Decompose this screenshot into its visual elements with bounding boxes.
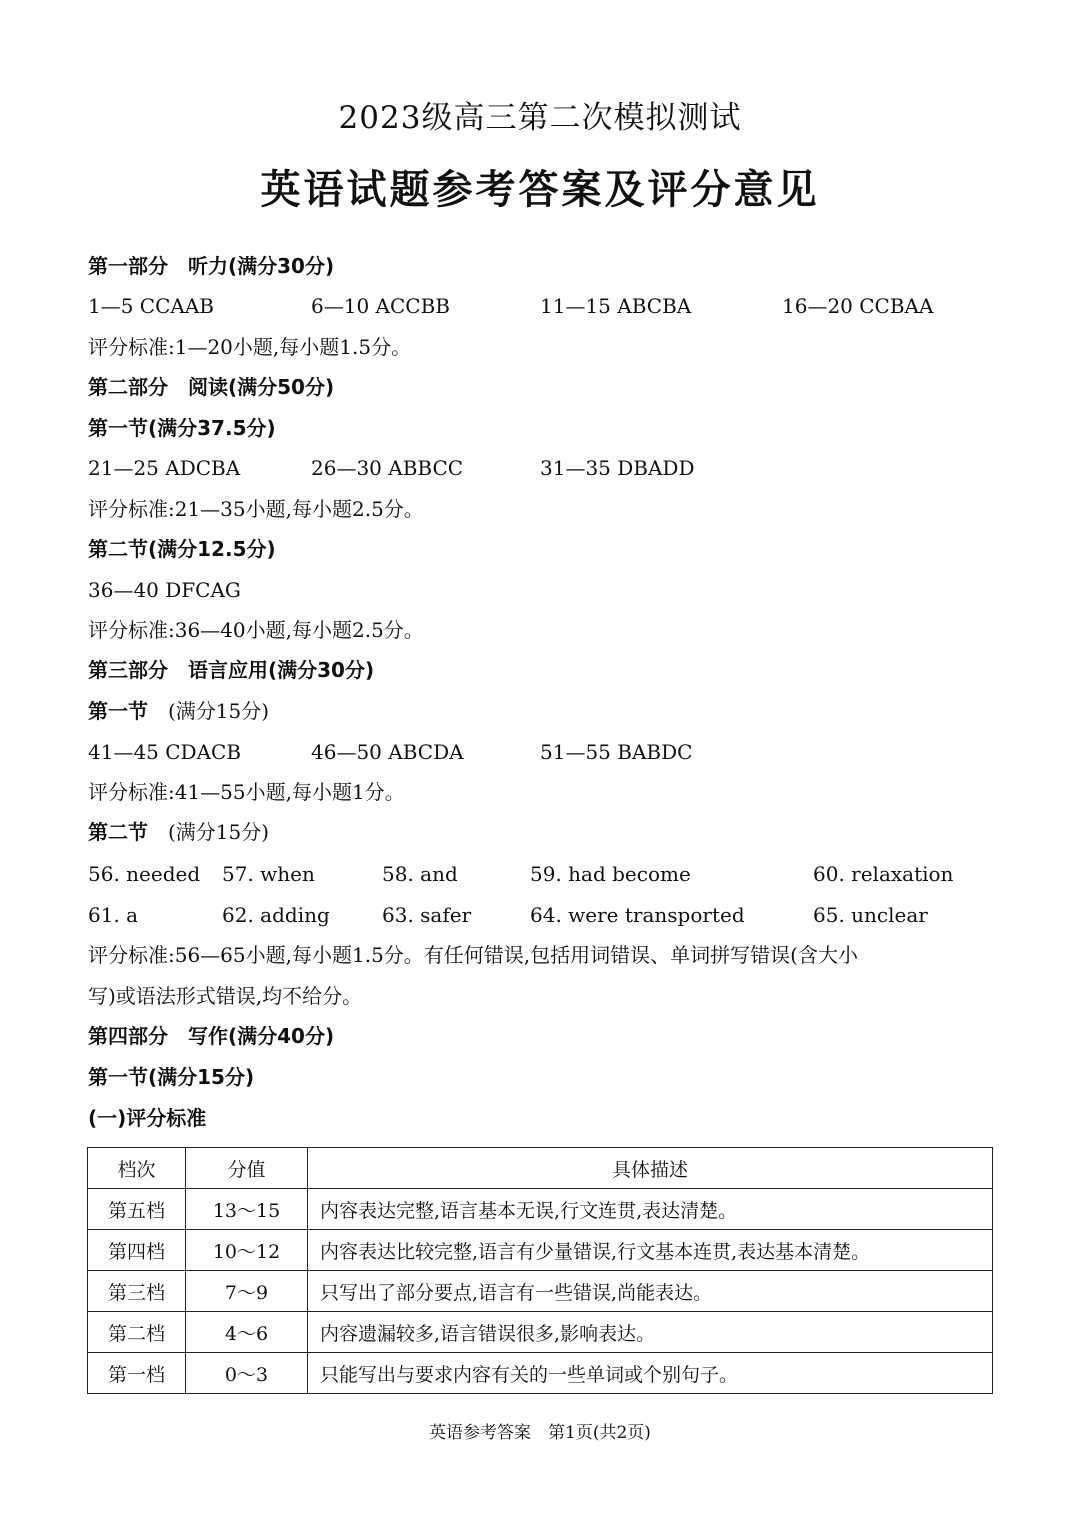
answer-item: 59. had become bbox=[530, 862, 691, 886]
level-cell: 第五档 bbox=[88, 1189, 186, 1230]
score-cell: 13～15 bbox=[186, 1189, 308, 1230]
answer-item: 63. safer bbox=[382, 903, 472, 927]
answer-group: 1—5 CCAAB bbox=[88, 294, 214, 318]
page-title-line1: 2023级高三第二次模拟测试 bbox=[338, 100, 742, 136]
description-cell: 只能写出与要求内容有关的一些单词或个别句子。 bbox=[308, 1353, 993, 1394]
part4-title: 写作(满分40分) bbox=[188, 1024, 335, 1048]
answer-item: 56. needed bbox=[88, 862, 201, 886]
table-row bbox=[88, 1189, 993, 1230]
part3-label: 第三部分 bbox=[88, 658, 168, 682]
description-cell: 只写出了部分要点,语言有一些错误,尚能表达。 bbox=[308, 1271, 993, 1312]
answer-group: 41—45 CDACB bbox=[88, 740, 242, 764]
level-cell: 第四档 bbox=[88, 1230, 186, 1271]
description-cell: 内容表达完整,语言基本无误,行文连贯,表达清楚。 bbox=[308, 1189, 993, 1230]
page-footer: 英语参考答案 第1页(共2页) bbox=[429, 1423, 651, 1443]
score-cell: 10～12 bbox=[186, 1230, 308, 1271]
header-level: 档次 bbox=[88, 1148, 186, 1189]
answer-group: 6—10 ACCBB bbox=[311, 294, 450, 318]
description-cell: 内容遗漏较多,语言错误很多,影响表达。 bbox=[308, 1312, 993, 1353]
part1-title: 听力(满分30分) bbox=[188, 254, 335, 278]
part1-label: 第一部分 bbox=[88, 254, 168, 278]
answer-item: 60. relaxation bbox=[813, 862, 954, 886]
part3-section1-label: 第一节 bbox=[88, 699, 148, 723]
answer-item: 64. were transported bbox=[530, 903, 745, 927]
header-score: 分值 bbox=[186, 1148, 308, 1189]
answer-item: 58. and bbox=[382, 862, 458, 886]
part2-title: 阅读(满分50分) bbox=[188, 375, 335, 399]
answer-group: 21—25 ADCBA bbox=[88, 456, 241, 480]
table-row bbox=[88, 1312, 993, 1353]
answer-group: 11—15 ABCBA bbox=[540, 294, 692, 318]
level-cell: 第三档 bbox=[88, 1271, 186, 1312]
score-cell: 7～9 bbox=[186, 1271, 308, 1312]
answer-item: 61. a bbox=[88, 903, 139, 927]
part3-section2-scoring-line2: 写)或语法形式错误,均不给分。 bbox=[88, 984, 363, 1008]
part3-section1-scoring: 评分标准:41—55小题,每小题1分。 bbox=[88, 780, 405, 804]
part2-section2-heading: 第二节(满分12.5分) bbox=[88, 537, 276, 561]
answer-group: 36—40 DFCAG bbox=[88, 578, 241, 602]
rubric-subheading: (一)评分标准 bbox=[88, 1106, 207, 1130]
level-cell: 第二档 bbox=[88, 1312, 186, 1353]
part3-heading bbox=[88, 657, 374, 683]
part3-section2-label: 第二节 bbox=[88, 820, 148, 844]
answer-group: 16—20 CCBAA bbox=[782, 294, 934, 318]
description-cell: 内容表达比较完整,语言有少量错误,行文基本连贯,表达基本清楚。 bbox=[308, 1230, 993, 1271]
score-cell: 4～6 bbox=[186, 1312, 308, 1353]
part2-section2-scoring: 评分标准:36—40小题,每小题2.5分。 bbox=[88, 618, 424, 642]
answer-group: 31—35 DBADD bbox=[540, 456, 695, 480]
answer-item: 65. unclear bbox=[813, 903, 928, 927]
answer-group: 26—30 ABBCC bbox=[311, 456, 464, 480]
part3-section1-score: (满分15分) bbox=[168, 699, 270, 723]
score-cell: 0～3 bbox=[186, 1353, 308, 1394]
table-row bbox=[88, 1230, 993, 1271]
part2-label: 第二部分 bbox=[88, 375, 168, 399]
answer-group: 51—55 BABDC bbox=[540, 740, 693, 764]
part1-scoring: 评分标准:1—20小题,每小题1.5分。 bbox=[88, 335, 412, 359]
answer-group: 46—50 ABCDA bbox=[311, 740, 464, 764]
answer-item: 57. when bbox=[222, 862, 315, 886]
part2-section1-scoring: 评分标准:21—35小题,每小题2.5分。 bbox=[88, 497, 424, 521]
part2-section1-heading: 第一节(满分37.5分) bbox=[88, 416, 276, 440]
rubric-header-row bbox=[88, 1148, 993, 1189]
answer-item: 62. adding bbox=[222, 903, 330, 927]
table-row bbox=[88, 1271, 993, 1312]
part3-title: 语言应用(满分30分) bbox=[188, 658, 375, 682]
level-cell: 第一档 bbox=[88, 1353, 186, 1394]
part4-section1-heading: 第一节(满分15分) bbox=[88, 1065, 255, 1089]
rubric-table bbox=[87, 1147, 993, 1394]
page-title-line2: 英语试题参考答案及评分意见 bbox=[260, 167, 820, 213]
part4-label: 第四部分 bbox=[88, 1024, 168, 1048]
header-description: 具体描述 bbox=[308, 1148, 993, 1189]
part3-section2-heading bbox=[88, 819, 269, 845]
part1-heading bbox=[88, 253, 334, 279]
part3-section1-heading bbox=[88, 698, 269, 724]
table-row bbox=[88, 1353, 993, 1394]
part2-heading bbox=[88, 374, 334, 400]
part4-heading bbox=[88, 1023, 334, 1049]
part3-section2-scoring-line1: 评分标准:56—65小题,每小题1.5分。有任何错误,包括用词错误、单词拼写错误(含大小 bbox=[88, 943, 858, 967]
part3-section2-score: (满分15分) bbox=[168, 820, 270, 844]
